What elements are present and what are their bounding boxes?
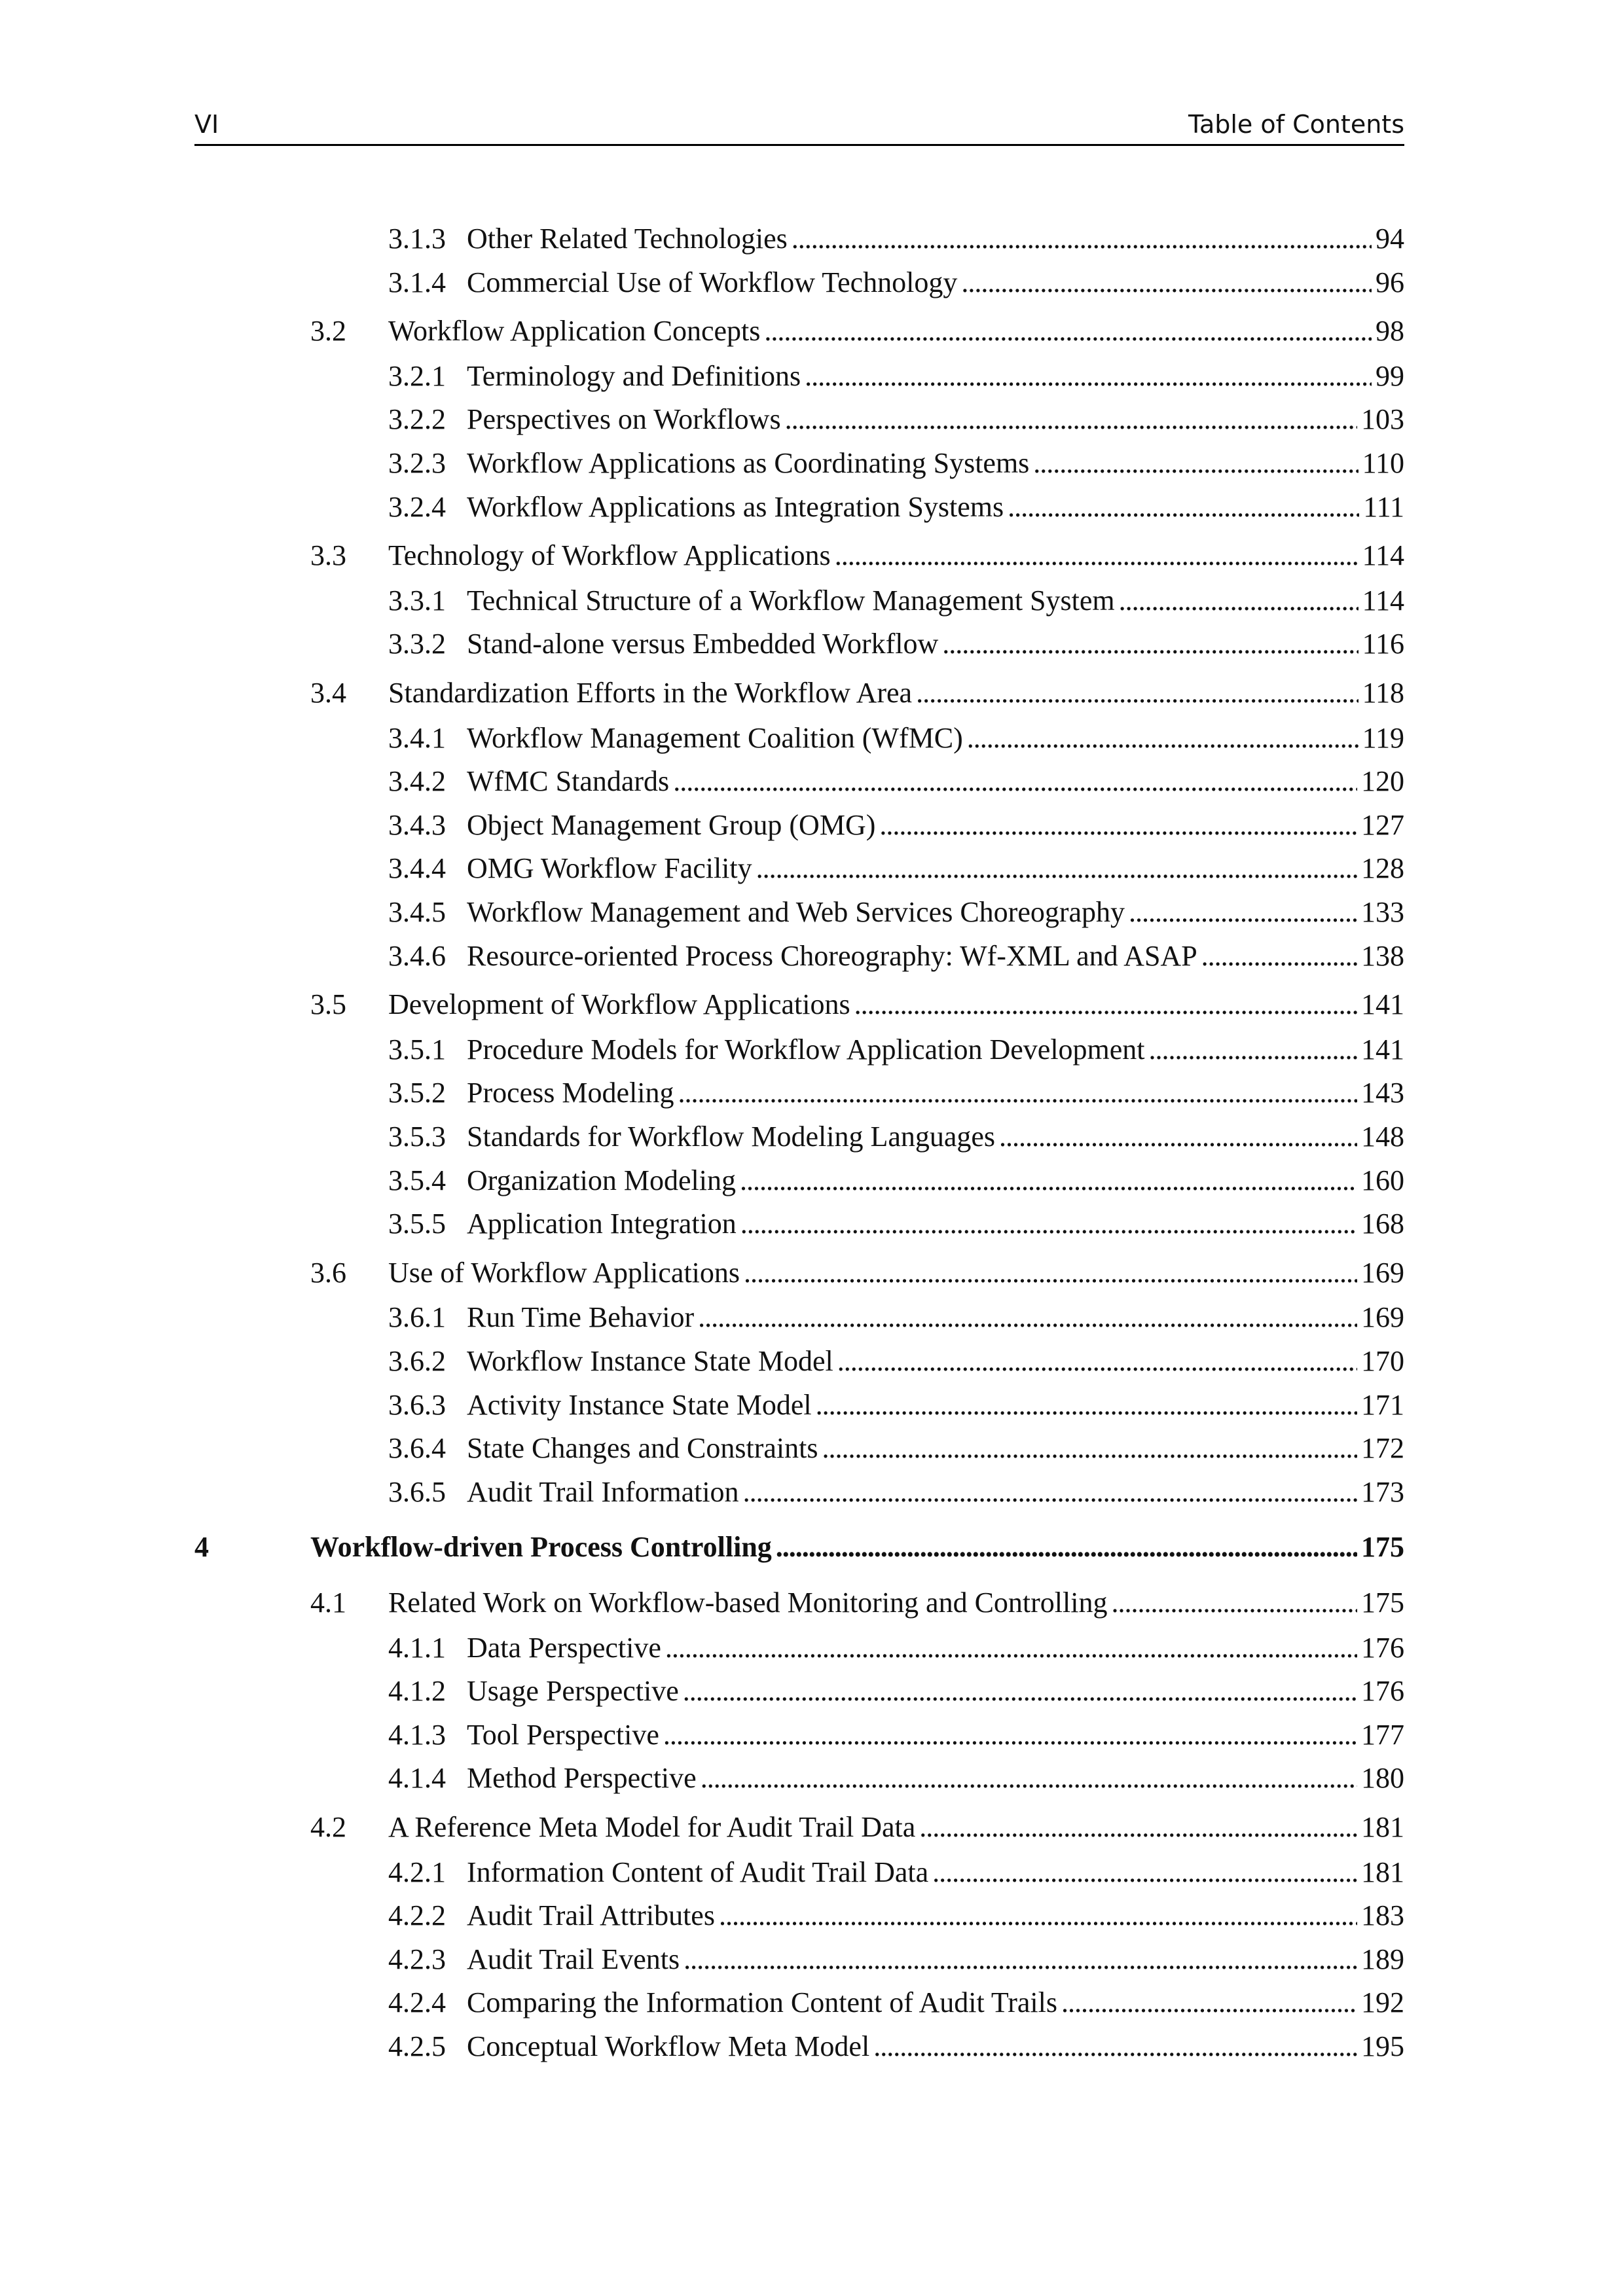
toc-entry-page-number: 141 [1361,1033,1404,1066]
toc-entry-3-6[interactable] [194,1251,1404,1295]
toc-entry-3-5-5[interactable] [194,1202,1404,1246]
toc-entry-3-1-3[interactable] [194,217,1404,260]
toc-entry-number: 4.2 [310,1811,346,1843]
toc-entry-page-number: 133 [1361,896,1404,928]
dot-leader [719,1894,1357,1937]
toc-entry-3-2-4[interactable] [194,486,1404,529]
toc-entry-number: 4.1.2 [388,1675,446,1707]
toc-entry-page-number: 175 [1361,1587,1404,1619]
toc-entry-number: 3.4 [310,677,346,709]
toc-entry-number: 3.6.4 [388,1432,446,1464]
toc-entry-number: 4.1.3 [388,1719,446,1751]
toc-entry-page-number: 171 [1361,1389,1404,1421]
toc-entry-line [467,1938,1404,1981]
toc-entry-page-number: 116 [1362,628,1404,660]
dot-leader [698,1296,1357,1339]
toc-entry-line [467,891,1404,934]
toc-entry-title: Workflow Management Coalition (WfMC) [467,722,963,754]
dot-leader [854,983,1357,1026]
toc-entry-title: Workflow Instance State Model [467,1345,833,1377]
toc-entry-page-number: 99 [1376,360,1404,392]
toc-entry-number: 3.4.1 [388,722,446,754]
dot-leader [932,1851,1357,1894]
toc-entry-title: Technology of Workflow Applications [388,539,831,571]
toc-entry-3-5-2[interactable] [194,1071,1404,1115]
toc-entry-3-4-6[interactable] [194,935,1404,978]
toc-entry-title: Workflow Applications as Coordinating Systems [467,447,1030,479]
toc-entry-4-2-3[interactable] [194,1938,1404,1981]
toc-entry-line [467,261,1404,304]
dot-leader [873,2025,1357,2068]
toc-entry-title: Workflow Application Concepts [388,315,761,347]
toc-entry-line [467,760,1404,803]
toc-entry-page-number: 170 [1361,1345,1404,1377]
page-folio: VI [194,110,219,139]
toc-entry-title: Audit Trail Information [467,1476,739,1508]
toc-entry-line [467,1851,1404,1894]
toc-entry-line [388,1806,1404,1849]
toc-entry-title: Method Perspective [467,1762,697,1794]
running-head-title: Table of Contents [1188,110,1404,139]
toc-entry-number: 3.6 [310,1257,346,1289]
toc-entry-title: Comparing the Information Content of Audit Trails [467,1986,1057,2018]
toc-entry-title: Usage Perspective [467,1675,679,1707]
dot-leader [967,717,1359,760]
dot-leader [665,1626,1357,1670]
toc-entry-3-4-3[interactable] [194,804,1404,847]
toc-entry-title: Standardization Efforts in the Workflow Area [388,677,913,709]
toc-entry-number: 3.3.1 [388,584,446,617]
toc-entry-3-5-1[interactable] [194,1028,1404,1071]
toc-entry-number: 3.5.3 [388,1121,446,1153]
toc-entry-line [467,217,1404,260]
dot-leader [740,1159,1357,1202]
toc-entry-line [467,1202,1404,1246]
toc-entry-title: Development of Workflow Applications [388,988,850,1020]
dot-leader [1149,1028,1357,1071]
dot-leader [756,847,1357,890]
toc-entry-title: Conceptual Workflow Meta Model [467,2030,870,2062]
toc-entry-line [467,1071,1404,1115]
toc-entry-4-1-4[interactable] [194,1757,1404,1800]
toc-entry-3-5-4[interactable] [194,1159,1404,1202]
toc-entry-page-number: 143 [1361,1077,1404,1109]
toc-entry-page-number: 180 [1361,1762,1404,1794]
toc-entry-4-2-2[interactable] [194,1894,1404,1937]
running-head [194,105,1404,146]
toc-entry-title: Application Integration [467,1208,737,1240]
toc-entry-title: Perspectives on Workflows [467,403,781,435]
toc-entry-3-4-5[interactable] [194,891,1404,934]
toc-entry-title: Run Time Behavior [467,1301,695,1333]
toc-entry-number: 3.1.4 [388,266,446,298]
toc-entry-title: Data Perspective [467,1632,661,1664]
dot-leader [792,217,1372,260]
toc-entry-title: Workflow Applications as Integration Systems [467,491,1004,523]
toc-entry-number: 3.5.2 [388,1077,446,1109]
toc-entry-number: 3.5.1 [388,1033,446,1066]
toc-entry-line [467,398,1404,441]
toc-entry-title: WfMC Standards [467,765,670,797]
toc-entry-title: Tool Perspective [467,1719,659,1751]
toc-entry-title: Standards for Workflow Modeling Languages [467,1121,996,1153]
toc-entry-line [388,534,1404,577]
dot-leader [1201,935,1357,978]
toc-entry-page-number: 181 [1361,1856,1404,1888]
toc-entry-line [467,355,1404,398]
toc-entry-page-number: 176 [1361,1675,1404,1707]
toc-entry-page-number: 183 [1361,1899,1404,1931]
toc-entry-title: A Reference Meta Model for Audit Trail Data [388,1811,916,1843]
dot-leader [816,1384,1357,1427]
toc-entry-number: 4.2.1 [388,1856,446,1888]
dot-leader [805,355,1372,398]
toc-entry-4-2[interactable] [194,1806,1404,1849]
toc-entry-title: Object Management Group (OMG) [467,809,876,841]
toc-entry-3-5-3[interactable] [194,1115,1404,1158]
dot-leader [785,398,1357,441]
toc-entry-title: Related Work on Workflow-based Monitoring and Controlling [388,1587,1108,1619]
toc-entry-3-2-2[interactable] [194,398,1404,441]
toc-entry-title: Workflow-driven Process Controlling [310,1531,772,1563]
toc-entry-number: 3.4.2 [388,765,446,797]
toc-entry-line [310,1526,1404,1569]
toc-entry-line [388,1251,1404,1295]
toc-entry-title: Other Related Technologies [467,223,788,255]
toc-entry-3-6-4[interactable] [194,1427,1404,1470]
dot-leader [683,1670,1357,1713]
dot-leader [764,310,1372,353]
toc-entry-page-number: 111 [1363,491,1404,523]
toc-entry-line [467,1894,1404,1937]
toc-entry-3-3-2[interactable] [194,622,1404,666]
toc-entry-line [467,1028,1404,1071]
toc-entry-3-4-4[interactable] [194,847,1404,890]
toc-entry-3-3[interactable] [194,534,1404,577]
toc-entry-page-number: 169 [1361,1301,1404,1333]
toc-entry-4-1[interactable] [194,1581,1404,1624]
toc-entry-title: Commercial Use of Workflow Technology [467,266,958,298]
toc-entry-line [467,1471,1404,1514]
toc-entry-number: 3.3 [310,539,346,571]
toc-entry-number: 4 [194,1531,209,1563]
toc-entry-3-6-3[interactable] [194,1384,1404,1427]
toc-entry-title: Audit Trail Attributes [467,1899,715,1931]
toc-entry-number: 3.6.3 [388,1389,446,1421]
toc-entry-number: 3.4.3 [388,809,446,841]
toc-entry-page-number: 148 [1361,1121,1404,1153]
toc-entry-page-number: 119 [1362,722,1404,754]
toc-entry-number: 4.1.1 [388,1632,446,1664]
toc-entry-line [467,1427,1404,1470]
dot-leader [744,1251,1357,1295]
toc-entry-page-number: 114 [1362,539,1404,571]
toc-entry-page-number: 94 [1376,223,1404,255]
toc-entry-title: Workflow Management and Web Services Choreography [467,896,1125,928]
toc-entry-number: 3.6.2 [388,1345,446,1377]
dot-leader [1061,1981,1357,2024]
toc-entry-title: Organization Modeling [467,1164,736,1196]
toc-entry-number: 3.2 [310,315,346,347]
toc-entry-line [467,579,1404,622]
toc-entry-page-number: 169 [1361,1257,1404,1289]
toc-entry-number: 4.2.4 [388,1986,446,2018]
toc-entry-line [467,1670,1404,1713]
toc-entry-3-4[interactable] [194,672,1404,715]
toc-entry-3-6-5[interactable] [194,1471,1404,1514]
toc-entry-3-3-1[interactable] [194,579,1404,622]
toc-entry-line [467,486,1404,529]
toc-entry-page-number: 192 [1361,1986,1404,2018]
toc-entry-title: State Changes and Constraints [467,1432,818,1464]
dot-leader [942,622,1358,666]
dot-leader [1129,891,1357,934]
toc-entry-page-number: 114 [1362,584,1404,617]
toc-entry-number: 4.1 [310,1587,346,1619]
toc-entry-page-number: 118 [1362,677,1404,709]
toc-entry-page-number: 138 [1361,940,1404,972]
dot-leader [916,672,1359,715]
toc-entry-number: 4.2.5 [388,2030,446,2062]
dot-leader [822,1427,1358,1470]
toc-entry-number: 3.5.4 [388,1164,446,1196]
toc-entry-number: 3.2.3 [388,447,446,479]
toc-entry-3-4-2[interactable] [194,760,1404,803]
toc-entry-number: 4.2.3 [388,1943,446,1975]
toc-entry-page-number: 96 [1376,266,1404,298]
toc-entry-line [467,1159,1404,1202]
toc-entry-4-2-5[interactable] [194,2025,1404,2068]
toc-entry-line [467,622,1404,666]
toc-entry-line [467,2025,1404,2068]
toc-entry-line [467,1115,1404,1158]
dot-leader [673,760,1357,803]
toc-entry-4-2-4[interactable] [194,1981,1404,2024]
toc-entry-number: 3.6.1 [388,1301,446,1333]
dot-leader [684,1938,1357,1981]
dot-leader [1119,579,1359,622]
dot-leader [1008,486,1359,529]
dot-leader [837,1340,1357,1383]
toc-entry-title: Audit Trail Events [467,1943,680,1975]
toc-entry-3-1-4[interactable] [194,261,1404,304]
toc-entry-title: Use of Workflow Applications [388,1257,740,1289]
toc-entry-number: 4.2.2 [388,1899,446,1931]
toc-entry-line [467,1626,1404,1670]
toc-entry-line [467,1757,1404,1800]
toc-entry-number: 3.6.5 [388,1476,446,1508]
toc-entry-number: 3.2.1 [388,360,446,392]
toc-entry-line [467,1296,1404,1339]
toc-entry-title: Activity Instance State Model [467,1389,812,1421]
toc-entry-title: Resource-oriented Process Choreography: Wf-XML and ASAP [467,940,1197,972]
toc-entry-page-number: 160 [1361,1164,1404,1196]
toc-entry-line [467,1713,1404,1757]
toc-entry-4-1-2[interactable] [194,1670,1404,1713]
dot-leader [835,534,1359,577]
toc-entry-page-number: 98 [1376,315,1404,347]
toc-entry-page-number: 189 [1361,1943,1404,1975]
toc-entry-page-number: 120 [1361,765,1404,797]
toc-entry-line [467,847,1404,890]
dot-leader [1033,442,1358,485]
toc-entry-line [467,1384,1404,1427]
dot-leader [776,1526,1357,1569]
toc-entry-page-number: 128 [1361,852,1404,884]
toc-entry-number: 3.3.2 [388,628,446,660]
toc-entry-title: OMG Workflow Facility [467,852,752,884]
toc-entry-page-number: 141 [1361,988,1404,1020]
toc-entry-title: Terminology and Definitions [467,360,801,392]
toc-entry-line [467,717,1404,760]
toc-entry-page-number: 173 [1361,1476,1404,1508]
toc-entry-4-1-3[interactable] [194,1713,1404,1757]
toc-entry-3-4-1[interactable] [194,717,1404,760]
toc-entry-3-2-3[interactable] [194,442,1404,485]
dot-leader [743,1471,1357,1514]
toc-entry-line [388,310,1404,353]
toc-entry-line [467,804,1404,847]
toc-entry-number: 3.4.5 [388,896,446,928]
dot-leader [740,1202,1357,1246]
toc-entry-page-number: 168 [1361,1208,1404,1240]
toc-entry-4[interactable] [194,1526,1404,1569]
toc-entry-page-number: 195 [1361,2030,1404,2062]
toc-entry-3-2[interactable] [194,310,1404,353]
toc-entry-3-5[interactable] [194,983,1404,1026]
toc-entry-line [467,1981,1404,2024]
toc-entry-number: 3.5 [310,988,346,1020]
toc-entry-title: Information Content of Audit Trail Data [467,1856,929,1888]
toc-entry-line [467,442,1404,485]
toc-entry-4-1-1[interactable] [194,1626,1404,1670]
toc-entry-title: Process Modeling [467,1077,674,1109]
toc-entry-number: 3.1.3 [388,223,446,255]
toc-entry-line [388,983,1404,1026]
dot-leader [879,804,1357,847]
toc-entry-number: 3.2.4 [388,491,446,523]
toc-entry-line [388,672,1404,715]
dot-leader [1111,1581,1357,1624]
toc-entry-page-number: 103 [1361,403,1404,435]
toc-entry-3-2-1[interactable] [194,355,1404,398]
dot-leader [678,1071,1357,1115]
toc-entry-page-number: 172 [1361,1432,1404,1464]
toc-entry-page-number: 177 [1361,1719,1404,1751]
toc-entry-number: 4.1.4 [388,1762,446,1794]
toc-entry-title: Stand-alone versus Embedded Workflow [467,628,939,660]
toc-entry-number: 3.4.4 [388,852,446,884]
toc-entry-page-number: 175 [1361,1531,1404,1563]
toc-entry-title: Technical Structure of a Workflow Management System [467,584,1115,617]
toc-entry-number: 3.5.5 [388,1208,446,1240]
dot-leader [961,261,1372,304]
toc-entry-page-number: 181 [1361,1811,1404,1843]
dot-leader [663,1713,1357,1757]
toc-entry-page-number: 127 [1361,809,1404,841]
toc-entry-3-6-2[interactable] [194,1340,1404,1383]
dot-leader [701,1757,1357,1800]
toc-entry-4-2-1[interactable] [194,1851,1404,1894]
dot-leader [919,1806,1357,1849]
toc-entry-page-number: 110 [1362,447,1404,479]
toc-entry-line [388,1581,1404,1624]
toc-entry-number: 3.4.6 [388,940,446,972]
toc-entry-number: 3.2.2 [388,403,446,435]
toc-entry-page-number: 176 [1361,1632,1404,1664]
dot-leader [999,1115,1357,1158]
toc-entry-line [467,1340,1404,1383]
toc-entry-title: Procedure Models for Workflow Application Development [467,1033,1145,1066]
toc-entry-line [467,935,1404,978]
toc-entry-3-6-1[interactable] [194,1296,1404,1339]
